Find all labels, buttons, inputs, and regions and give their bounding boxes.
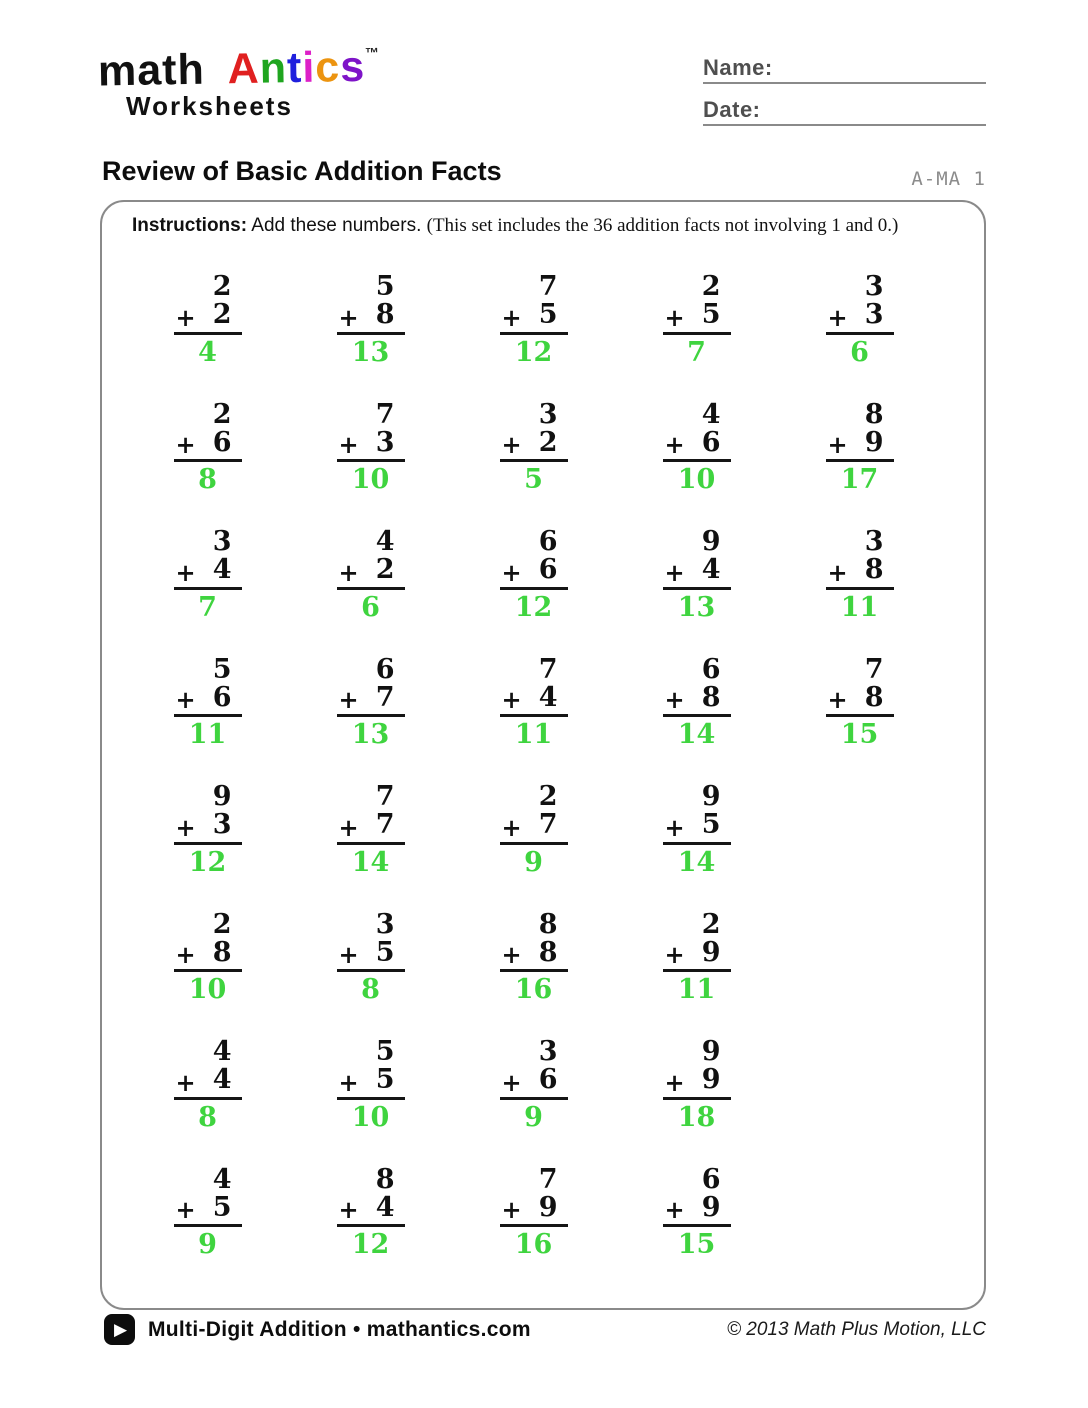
addend-bottom-row	[500, 1191, 568, 1227]
plus-sign: +	[175, 1067, 196, 1097]
answer-value: 10	[188, 974, 227, 1006]
addend-top: 6	[538, 526, 558, 557]
problem-cell	[615, 1163, 778, 1294]
logo-letter: i	[301, 43, 316, 92]
addend-bottom: 7	[375, 681, 395, 713]
addend-bottom-row	[174, 301, 242, 334]
problem-cell	[289, 528, 452, 656]
addition-problem	[500, 908, 568, 1006]
answer-value: 11	[514, 719, 553, 751]
answer-value: 9	[524, 1101, 543, 1133]
addend-top: 6	[701, 1163, 721, 1195]
problem-cell	[126, 783, 289, 911]
addend-bottom: 4	[701, 554, 721, 586]
problem-cell	[289, 908, 452, 1039]
addend-top: 2	[212, 908, 232, 940]
problem-cell	[452, 273, 615, 401]
plus-sign: +	[338, 940, 359, 969]
addition-problem	[500, 1163, 568, 1261]
addend-bottom-row	[663, 301, 731, 334]
addend-bottom: 6	[212, 426, 232, 458]
plus-sign: +	[664, 557, 685, 587]
problem-cell	[615, 398, 778, 529]
addition-problem	[337, 783, 405, 877]
name-label: Name:	[703, 55, 773, 80]
addend-bottom-row	[500, 426, 568, 462]
addend-bottom-row	[337, 301, 405, 334]
problem-cell	[778, 398, 941, 529]
answer-value: 15	[677, 1229, 716, 1261]
problem-cell	[126, 528, 289, 656]
problems-grid	[126, 273, 984, 1293]
plus-sign: +	[827, 302, 848, 332]
addition-problem	[826, 273, 894, 367]
addend-bottom: 8	[538, 936, 558, 968]
footer	[104, 1314, 986, 1345]
answer-value: 16	[514, 1229, 553, 1261]
logo-word-math: math	[97, 45, 206, 96]
addend-bottom: 7	[538, 809, 558, 841]
plus-sign: +	[175, 940, 196, 969]
addend-bottom: 9	[701, 936, 721, 968]
plus-sign: +	[501, 302, 522, 332]
addend-bottom-row	[500, 681, 568, 717]
answer-value: 4	[198, 336, 217, 368]
addition-problem	[174, 273, 242, 367]
addend-bottom-row	[174, 936, 242, 972]
instructions-note: (This set includes the 36 addition facts not involving 1 and 0.)	[426, 215, 899, 236]
problem-cell	[126, 398, 289, 529]
play-triangle-glyph: ▶	[113, 1320, 128, 1339]
problem-cell	[126, 908, 289, 1039]
addition-problem	[337, 653, 405, 751]
answer-value: 11	[677, 974, 716, 1006]
problem-cell	[452, 1038, 615, 1166]
logo-letter: c	[314, 43, 341, 92]
addend-bottom: 8	[375, 299, 395, 331]
addition-problem	[337, 273, 405, 367]
addend-bottom-row	[174, 811, 242, 844]
addend-bottom: 8	[864, 681, 884, 713]
addend-top: 6	[701, 653, 721, 685]
addend-bottom-row	[174, 426, 242, 462]
addition-problem	[174, 783, 242, 877]
plus-sign: +	[501, 1195, 522, 1224]
addition-problem	[337, 528, 405, 622]
plus-sign: +	[664, 430, 685, 459]
addend-bottom-row	[500, 936, 568, 972]
answer-value: 14	[677, 719, 716, 751]
addend-top: 4	[212, 1036, 232, 1067]
play-icon	[104, 1314, 135, 1345]
addition-problem	[663, 653, 731, 751]
plus-sign: +	[338, 430, 359, 459]
addend-bottom: 4	[375, 1191, 395, 1223]
instructions	[132, 215, 984, 237]
plus-sign: +	[827, 685, 848, 714]
header-fields	[703, 55, 986, 139]
addend-bottom: 4	[538, 681, 558, 713]
addend-top: 2	[538, 781, 558, 812]
empty-cell	[778, 783, 941, 911]
addend-top: 7	[864, 653, 884, 685]
addition-problem	[174, 1038, 242, 1132]
logo-wordmark	[97, 42, 381, 96]
logo-subtitle-worksheets: Worksheets	[126, 91, 293, 121]
answer-value: 18	[677, 1101, 716, 1133]
addition-problem	[500, 1038, 568, 1132]
plus-sign: +	[175, 302, 196, 332]
addend-bottom: 9	[864, 426, 884, 458]
answer-value: 17	[840, 464, 879, 496]
addend-top: 2	[212, 271, 232, 302]
addition-problem	[174, 528, 242, 622]
addend-bottom: 3	[375, 426, 395, 458]
addition-problem	[663, 528, 731, 622]
plus-sign: +	[338, 1067, 359, 1097]
problem-cell	[778, 653, 941, 784]
addend-bottom: 3	[864, 299, 884, 331]
addend-top: 8	[538, 908, 558, 940]
problem-cell	[615, 653, 778, 784]
addend-bottom-row	[500, 811, 568, 844]
addend-bottom-row	[337, 1191, 405, 1227]
addend-bottom: 9	[701, 1191, 721, 1223]
addend-bottom: 5	[375, 1064, 395, 1096]
instructions-text: Add these numbers.	[251, 215, 422, 236]
addend-bottom: 6	[701, 426, 721, 458]
addend-bottom: 4	[212, 1064, 232, 1096]
addend-bottom: 5	[701, 299, 721, 331]
answer-value: 14	[351, 846, 390, 878]
addend-bottom-row	[500, 301, 568, 334]
addend-bottom: 8	[212, 936, 232, 968]
addend-bottom-row	[826, 301, 894, 334]
date-field[interactable]	[703, 97, 986, 126]
addition-problem	[337, 1163, 405, 1261]
plus-sign: +	[175, 557, 196, 587]
addend-top: 8	[864, 398, 884, 430]
addend-bottom-row	[337, 936, 405, 972]
problem-cell	[615, 783, 778, 911]
problem-cell	[126, 653, 289, 784]
addition-problem	[500, 398, 568, 496]
page-title: Review of Basic Addition Facts	[102, 156, 502, 186]
addend-top: 3	[864, 271, 884, 302]
answer-value: 8	[198, 1101, 217, 1133]
answer-value: 13	[351, 719, 390, 751]
answer-value: 9	[198, 1229, 217, 1261]
addend-top: 9	[701, 781, 721, 812]
addend-bottom-row	[826, 681, 894, 717]
problem-cell	[126, 273, 289, 401]
addend-bottom: 9	[701, 1064, 721, 1096]
addend-top: 9	[701, 526, 721, 557]
plus-sign: +	[338, 557, 359, 587]
addition-problem	[663, 1038, 731, 1132]
logo-letter: s	[339, 42, 366, 92]
answer-value: 6	[361, 591, 380, 623]
addend-top: 4	[375, 526, 395, 557]
answer-value: 12	[188, 846, 227, 878]
addend-top: 5	[375, 271, 395, 302]
plus-sign: +	[501, 812, 522, 842]
addend-bottom-row	[663, 1191, 731, 1227]
addend-bottom-row	[663, 681, 731, 717]
addend-top: 6	[375, 653, 395, 685]
empty-cell	[778, 911, 941, 1039]
problem-cell	[126, 1038, 289, 1166]
addend-top: 8	[375, 1163, 395, 1195]
plus-sign: +	[664, 1067, 685, 1097]
problem-cell	[452, 783, 615, 911]
addend-bottom: 5	[212, 1191, 232, 1223]
addend-top: 9	[212, 781, 232, 812]
addend-bottom-row	[174, 556, 242, 589]
addend-bottom: 2	[375, 554, 395, 586]
worksheet-body	[100, 200, 986, 1310]
answer-value: 9	[524, 846, 543, 878]
footer-copyright: © 2013 Math Plus Motion, LLC	[726, 1318, 986, 1340]
addition-problem	[337, 908, 405, 1006]
answer-value: 12	[514, 336, 553, 368]
addend-top: 7	[375, 781, 395, 812]
addition-problem	[663, 398, 731, 496]
answer-value: 8	[361, 974, 380, 1006]
addend-top: 7	[538, 653, 558, 685]
addend-bottom-row	[663, 936, 731, 972]
addend-bottom-row	[826, 426, 894, 462]
plus-sign: +	[501, 430, 522, 459]
addition-problem	[826, 528, 894, 622]
logo-word-antics	[227, 43, 365, 93]
addend-bottom: 4	[212, 554, 232, 586]
problem-cell	[289, 653, 452, 784]
addend-bottom-row	[174, 1191, 242, 1227]
addend-bottom: 6	[538, 1064, 558, 1096]
answer-value: 11	[188, 719, 227, 751]
answer-value: 13	[677, 591, 716, 623]
addend-top: 2	[701, 908, 721, 940]
addend-top: 9	[701, 1036, 721, 1067]
addition-problem	[826, 398, 894, 496]
problem-cell	[615, 528, 778, 656]
problem-cell	[615, 1038, 778, 1166]
plus-sign: +	[175, 1195, 196, 1224]
logo-letter: A	[227, 44, 261, 94]
plus-sign: +	[175, 812, 196, 842]
addend-top: 5	[212, 653, 232, 685]
answer-value: 7	[687, 336, 706, 368]
instructions-label: Instructions:	[132, 215, 248, 236]
addend-top: 7	[375, 398, 395, 430]
addend-bottom: 2	[212, 299, 232, 331]
addend-bottom-row	[337, 681, 405, 717]
problem-cell	[289, 783, 452, 911]
answer-value: 12	[514, 591, 553, 623]
addend-bottom: 6	[538, 554, 558, 586]
addend-bottom-row	[663, 1066, 731, 1099]
plus-sign: +	[501, 557, 522, 587]
addition-problem	[500, 528, 568, 622]
addend-top: 4	[212, 1163, 232, 1195]
problem-cell	[452, 908, 615, 1039]
worksheet-code: A-MA 1	[911, 168, 986, 190]
addend-top: 3	[375, 908, 395, 940]
addend-top: 4	[701, 398, 721, 430]
addend-bottom: 5	[701, 809, 721, 841]
addition-problem	[500, 653, 568, 751]
plus-sign: +	[338, 1195, 359, 1224]
plus-sign: +	[338, 812, 359, 842]
addition-problem	[174, 398, 242, 496]
addend-top: 5	[375, 1036, 395, 1067]
plus-sign: +	[175, 430, 196, 459]
addition-problem	[500, 783, 568, 877]
answer-value: 10	[351, 1101, 390, 1133]
plus-sign: +	[664, 302, 685, 332]
problem-cell	[778, 528, 941, 656]
trademark-symbol: ™	[364, 44, 381, 61]
empty-cell	[778, 1038, 941, 1166]
plus-sign: +	[338, 302, 359, 332]
addend-bottom: 2	[538, 426, 558, 458]
addend-bottom: 7	[375, 809, 395, 841]
problem-cell	[289, 273, 452, 401]
answer-value: 13	[351, 336, 390, 368]
plus-sign: +	[338, 685, 359, 714]
addition-problem	[174, 1163, 242, 1261]
addend-bottom: 3	[212, 809, 232, 841]
problem-cell	[126, 1163, 289, 1294]
problem-cell	[615, 908, 778, 1039]
answer-value: 10	[677, 464, 716, 496]
addend-top: 3	[212, 526, 232, 557]
plus-sign: +	[175, 685, 196, 714]
addend-bottom-row	[337, 1066, 405, 1099]
answer-value: 15	[840, 719, 879, 751]
addend-bottom-row	[337, 811, 405, 844]
addend-bottom-row	[663, 556, 731, 589]
date-label: Date:	[703, 97, 761, 122]
mathantics-logo	[97, 42, 381, 121]
addend-bottom: 5	[375, 936, 395, 968]
addition-problem	[663, 273, 731, 367]
plus-sign: +	[664, 1195, 685, 1224]
addition-problem	[174, 908, 242, 1006]
addition-problem	[826, 653, 894, 751]
addition-problem	[500, 273, 568, 367]
addend-top: 3	[864, 526, 884, 557]
addend-top: 3	[538, 1036, 558, 1067]
answer-value: 14	[677, 846, 716, 878]
addend-bottom-row	[337, 556, 405, 589]
problem-cell	[289, 1163, 452, 1294]
addition-problem	[663, 908, 731, 1006]
addition-problem	[337, 398, 405, 496]
addend-bottom-row	[337, 426, 405, 462]
addend-bottom: 8	[701, 681, 721, 713]
addition-problem	[663, 783, 731, 877]
addition-problem	[174, 653, 242, 751]
addend-bottom: 8	[864, 554, 884, 586]
addend-bottom-row	[663, 426, 731, 462]
addend-top: 7	[538, 1163, 558, 1195]
addend-top: 2	[701, 271, 721, 302]
plus-sign: +	[501, 940, 522, 969]
problem-cell	[289, 1038, 452, 1166]
answer-value: 5	[524, 464, 543, 496]
addend-bottom-row	[663, 811, 731, 844]
logo-letter: t	[286, 43, 303, 93]
addend-bottom: 6	[212, 681, 232, 713]
answer-value: 10	[351, 464, 390, 496]
answer-value: 16	[514, 974, 553, 1006]
answer-value: 11	[840, 591, 879, 623]
addend-bottom-row	[826, 556, 894, 589]
problem-cell	[289, 398, 452, 529]
addition-problem	[663, 1163, 731, 1261]
addend-top: 2	[212, 398, 232, 430]
addition-problem	[337, 1038, 405, 1132]
plus-sign: +	[501, 685, 522, 714]
plus-sign: +	[827, 557, 848, 587]
name-field[interactable]	[703, 55, 986, 84]
addend-top: 7	[538, 271, 558, 302]
plus-sign: +	[664, 685, 685, 714]
problem-cell	[452, 528, 615, 656]
answer-value: 7	[198, 591, 217, 623]
logo-letter: n	[259, 44, 288, 93]
plus-sign: +	[664, 940, 685, 969]
problem-cell	[452, 653, 615, 784]
addend-bottom-row	[500, 556, 568, 589]
addend-top: 3	[538, 398, 558, 430]
answer-value: 12	[351, 1229, 390, 1261]
problem-cell	[452, 1163, 615, 1294]
answer-value: 6	[850, 336, 869, 368]
addend-bottom-row	[174, 681, 242, 717]
plus-sign: +	[501, 1067, 522, 1097]
answer-value: 8	[198, 464, 217, 496]
plus-sign: +	[827, 430, 848, 459]
problem-cell	[452, 398, 615, 529]
problem-cell	[615, 273, 778, 401]
addend-bottom-row	[500, 1066, 568, 1099]
footer-topic-text: Multi-Digit Addition • mathantics.com	[148, 1317, 531, 1341]
addend-bottom: 5	[538, 299, 558, 331]
addend-bottom-row	[174, 1066, 242, 1099]
plus-sign: +	[664, 812, 685, 842]
empty-cell	[778, 1166, 941, 1294]
addend-bottom: 9	[538, 1191, 558, 1223]
problem-cell	[778, 273, 941, 401]
